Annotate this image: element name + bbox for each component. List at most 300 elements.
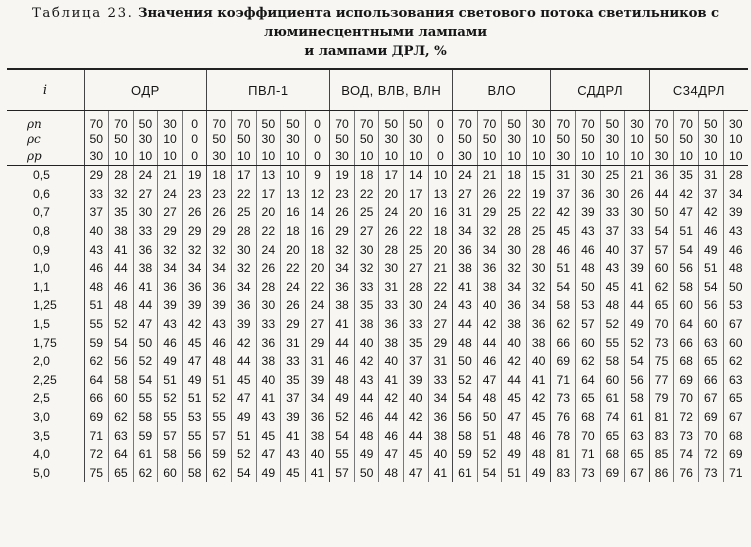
table-cell: 55	[600, 333, 625, 352]
table-cell: 36	[231, 296, 256, 315]
table-row	[7, 296, 748, 315]
table-cell: 43	[723, 222, 748, 241]
table-cell: 34	[723, 185, 748, 204]
reflectance-cell: 50	[207, 131, 232, 147]
table-cell: 60	[600, 371, 625, 390]
table-cell: 43	[256, 408, 281, 427]
table-cell: 50	[453, 352, 478, 371]
table-row	[7, 445, 748, 464]
table-cell: 50	[576, 278, 601, 297]
table-cell: 46	[576, 240, 601, 259]
table-cell: 39	[576, 203, 601, 222]
reflectance-row	[7, 131, 748, 147]
table-cell: 36	[379, 315, 404, 334]
table-cell: 47	[379, 445, 404, 464]
table-cell: 32	[207, 240, 232, 259]
table-cell: 16	[281, 203, 306, 222]
table-cell: 36	[453, 240, 478, 259]
table-cell: 65	[576, 389, 601, 408]
table-cell: 23	[330, 185, 355, 204]
table-cell: 32	[109, 185, 134, 204]
table-cell: 16	[305, 222, 330, 241]
table-cell: 48	[207, 352, 232, 371]
table-cell: 55	[330, 445, 355, 464]
table-cell: 56	[625, 371, 650, 390]
table-cell: 27	[133, 185, 158, 204]
table-cell: 35	[109, 203, 134, 222]
table-cell: 48	[526, 445, 551, 464]
reflectance-cell: 50	[576, 131, 601, 147]
table-cell: 18	[305, 240, 330, 259]
table-cell: 49	[158, 352, 183, 371]
table-cell: 40	[600, 240, 625, 259]
table-cell: 71	[84, 426, 109, 445]
table-cell: 22	[428, 278, 453, 297]
reflectance-cell: 50	[133, 111, 158, 132]
table-cell: 39	[158, 296, 183, 315]
table-cell: 38	[477, 278, 502, 297]
table-cell: 59	[207, 445, 232, 464]
reflectance-cell: 10	[723, 131, 748, 147]
table-cell: 61	[600, 389, 625, 408]
table-cell: 41	[526, 371, 551, 390]
reflectance-cell: 30	[84, 147, 109, 166]
table-cell: 52	[109, 315, 134, 334]
table-cell: 43	[600, 259, 625, 278]
table-cell: 71	[723, 464, 748, 483]
reflectance-cell: 0	[428, 131, 453, 147]
table-cell: 38	[330, 296, 355, 315]
table-cell: 68	[576, 408, 601, 427]
table-cell: 37	[84, 203, 109, 222]
table-cell: 58	[551, 296, 576, 315]
table-cell: 25	[502, 203, 527, 222]
reflectance-cell: 70	[231, 111, 256, 132]
table-cell: 36	[576, 185, 601, 204]
reflectance-cell: 30	[330, 147, 355, 166]
table-row	[7, 166, 748, 185]
table-cell: 61	[133, 445, 158, 464]
table-cell: 27	[158, 203, 183, 222]
table-cell: 19	[182, 166, 207, 185]
table-cell: 28	[526, 240, 551, 259]
table-cell: 45	[281, 464, 306, 483]
table-cell: 36	[207, 278, 232, 297]
table-cell: 46	[330, 352, 355, 371]
table-cell: 22	[502, 185, 527, 204]
table-cell: 72	[674, 408, 699, 427]
table-cell: 20	[305, 259, 330, 278]
table-cell: 46	[207, 333, 232, 352]
table-cell: 43	[576, 222, 601, 241]
table-cell: 72	[698, 445, 723, 464]
table-cell: 42	[698, 203, 723, 222]
table-title	[4, 4, 747, 61]
table-cell: 37	[404, 352, 429, 371]
table-row-label: 1,25	[33, 298, 57, 313]
table-cell: 46	[109, 278, 134, 297]
table-cell: 18	[281, 222, 306, 241]
table-cell: 40	[84, 222, 109, 241]
table-cell: 43	[354, 371, 379, 390]
table-cell: 57	[576, 315, 601, 334]
table-cell: 34	[207, 259, 232, 278]
table-row-label: 3,5	[33, 428, 50, 443]
table-cell: 27	[354, 222, 379, 241]
table-cell: 36	[305, 408, 330, 427]
table-cell: 33	[625, 222, 650, 241]
table-cell: 43	[207, 315, 232, 334]
table-cell: 49	[526, 464, 551, 483]
table-cell: 22	[354, 185, 379, 204]
table-cell: 33	[133, 222, 158, 241]
table-cell: 54	[133, 371, 158, 390]
table-cell: 25	[404, 240, 429, 259]
table-cell: 34	[453, 222, 478, 241]
reflectance-cell: 0	[428, 147, 453, 166]
table-cell: 30	[600, 185, 625, 204]
table-cell: 58	[453, 426, 478, 445]
table-row-label: 0,9	[33, 242, 50, 257]
table-cell: 41	[453, 278, 478, 297]
table-cell: 18	[502, 166, 527, 185]
reflectance-cell: 50	[600, 111, 625, 132]
table-cell: 33	[84, 185, 109, 204]
table-cell: 67	[723, 315, 748, 334]
table-cell: 81	[649, 408, 674, 427]
table-cell: 58	[158, 445, 183, 464]
table-cell: 34	[182, 259, 207, 278]
table-cell: 49	[231, 408, 256, 427]
reflectance-cell: 50	[404, 111, 429, 132]
reflectance-cell: 0	[182, 111, 207, 132]
table-cell: 25	[231, 203, 256, 222]
table-cell: 63	[625, 426, 650, 445]
table-cell: 22	[231, 185, 256, 204]
table-cell: 32	[502, 259, 527, 278]
table-cell: 54	[109, 333, 134, 352]
table-cell: 33	[600, 203, 625, 222]
table-cell: 69	[674, 371, 699, 390]
table-cell: 33	[428, 371, 453, 390]
table-cell: 41	[379, 371, 404, 390]
table-cell: 73	[649, 333, 674, 352]
table-cell: 46	[526, 426, 551, 445]
table-row	[7, 259, 748, 278]
table-cell: 55	[207, 408, 232, 427]
table-cell: 70	[674, 389, 699, 408]
table-cell: 30	[354, 240, 379, 259]
table-cell: 40	[477, 296, 502, 315]
table-cell: 66	[84, 389, 109, 408]
table-cell: 20	[428, 240, 453, 259]
table-cell: 23	[207, 185, 232, 204]
table-cell: 25	[354, 203, 379, 222]
table-cell: 20	[256, 203, 281, 222]
table-cell: 28	[723, 166, 748, 185]
table-cell: 62	[133, 464, 158, 483]
table-cell: 52	[330, 408, 355, 427]
table-cell: 55	[84, 315, 109, 334]
table-cell: 28	[256, 278, 281, 297]
table-row	[7, 203, 748, 222]
table-row	[7, 315, 748, 334]
table-cell: 47	[477, 371, 502, 390]
reflectance-cell: 70	[109, 111, 134, 132]
table-cell: 39	[625, 259, 650, 278]
table-cell: 44	[354, 389, 379, 408]
table-cell: 37	[698, 185, 723, 204]
table-cell: 26	[379, 222, 404, 241]
reflectance-cell: 10	[231, 147, 256, 166]
table-cell: 62	[109, 408, 134, 427]
table-cell: 37	[600, 222, 625, 241]
table-cell: 77	[649, 371, 674, 390]
reflectance-cell: 0	[305, 147, 330, 166]
table-cell: 51	[674, 222, 699, 241]
table-cell: 41	[281, 426, 306, 445]
table-cell: 13	[428, 185, 453, 204]
table-cell: 70	[698, 426, 723, 445]
table-cell: 76	[674, 464, 699, 483]
table-cell: 56	[674, 259, 699, 278]
table-cell: 31	[281, 333, 306, 352]
table-cell: 42	[354, 352, 379, 371]
table-cell: 52	[231, 445, 256, 464]
table-cell: 49	[354, 445, 379, 464]
table-cell: 48	[502, 426, 527, 445]
table-row-label: 1,5	[33, 317, 50, 332]
table-cell: 59	[133, 426, 158, 445]
table-cell: 52	[600, 315, 625, 334]
reflectance-cell: 10	[600, 147, 625, 166]
table-cell: 58	[674, 278, 699, 297]
table-row-label: 2,5	[33, 391, 50, 406]
table-cell: 65	[649, 296, 674, 315]
table-cell: 85	[649, 445, 674, 464]
reflectance-cell: 10	[502, 147, 527, 166]
table-cell: 38	[502, 315, 527, 334]
reflectance-cell: 10	[158, 131, 183, 147]
reflectance-cell: 50	[453, 131, 478, 147]
reflectance-cell: 50	[674, 131, 699, 147]
reflectance-cell: 30	[625, 111, 650, 132]
table-cell: 47	[133, 315, 158, 334]
table-cell: 67	[698, 389, 723, 408]
table-cell: 70	[649, 315, 674, 334]
table-cell: 79	[649, 389, 674, 408]
table-cell: 15	[526, 166, 551, 185]
table-cell: 76	[551, 408, 576, 427]
table-cell: 39	[231, 315, 256, 334]
table-cell: 12	[305, 185, 330, 204]
group-header: ОДР	[84, 69, 207, 111]
table-cell: 39	[182, 296, 207, 315]
table-cell: 49	[256, 464, 281, 483]
table-cell: 66	[698, 371, 723, 390]
table-cell: 44	[109, 259, 134, 278]
table-cell: 47	[502, 408, 527, 427]
table-cell: 49	[625, 315, 650, 334]
table-cell: 38	[428, 426, 453, 445]
table-cell: 34	[305, 389, 330, 408]
table-cell: 30	[502, 240, 527, 259]
table-cell: 50	[649, 203, 674, 222]
table-cell: 52	[625, 333, 650, 352]
reflectance-cell: 0	[182, 131, 207, 147]
table-cell: 39	[305, 371, 330, 390]
table-cell: 30	[379, 259, 404, 278]
table-cell: 36	[502, 296, 527, 315]
title-line-2: и лампами ДРЛ, %	[304, 44, 447, 59]
table-cell: 31	[453, 203, 478, 222]
reflectance-cell: 50	[698, 111, 723, 132]
table-cell: 46	[477, 352, 502, 371]
table-cell: 63	[698, 333, 723, 352]
table-cell: 68	[674, 352, 699, 371]
table-cell: 73	[674, 426, 699, 445]
table-cell: 48	[330, 371, 355, 390]
table-cell: 48	[723, 259, 748, 278]
table-cell: 62	[84, 352, 109, 371]
reflectance-cell: 0	[305, 131, 330, 147]
table-cell: 64	[109, 445, 134, 464]
table-cell: 44	[649, 185, 674, 204]
table-cell: 29	[84, 166, 109, 185]
table-cell: 29	[207, 222, 232, 241]
table-cell: 69	[698, 408, 723, 427]
table-cell: 49	[698, 240, 723, 259]
reflectance-cell: 10	[379, 147, 404, 166]
table-cell: 42	[551, 203, 576, 222]
table-cell: 45	[526, 408, 551, 427]
reflectance-cell: 10	[477, 147, 502, 166]
table-cell: 51	[502, 464, 527, 483]
table-cell: 36	[649, 166, 674, 185]
table-cell: 62	[649, 278, 674, 297]
table-cell: 30	[404, 296, 429, 315]
table-cell: 40	[354, 333, 379, 352]
table-cell: 51	[477, 426, 502, 445]
table-cell: 35	[674, 166, 699, 185]
table-cell: 24	[133, 166, 158, 185]
reflectance-cell: 10	[698, 147, 723, 166]
table-cell: 24	[428, 296, 453, 315]
table-cell: 30	[231, 240, 256, 259]
table-cell: 56	[182, 445, 207, 464]
table-cell: 19	[330, 166, 355, 185]
table-header-row	[7, 69, 748, 111]
table-cell: 35	[404, 333, 429, 352]
table-cell: 27	[404, 259, 429, 278]
table-cell: 17	[231, 166, 256, 185]
table-cell: 59	[84, 333, 109, 352]
reflectance-cell: 30	[502, 131, 527, 147]
table-cell: 25	[526, 222, 551, 241]
table-cell: 57	[649, 240, 674, 259]
table-cell: 19	[526, 185, 551, 204]
table-cell: 36	[428, 408, 453, 427]
reflectance-row	[7, 111, 748, 132]
table-cell: 25	[600, 166, 625, 185]
table-cell: 56	[698, 296, 723, 315]
table-cell: 36	[182, 278, 207, 297]
table-cell: 28	[404, 278, 429, 297]
table-cell: 18	[354, 166, 379, 185]
table-cell: 24	[453, 166, 478, 185]
table-cell: 36	[330, 278, 355, 297]
table-cell: 45	[600, 278, 625, 297]
table-cell: 26	[281, 296, 306, 315]
table-cell: 52	[207, 389, 232, 408]
table-cell: 35	[281, 371, 306, 390]
table-row-label: 1,0	[33, 261, 50, 276]
table-cell: 50	[354, 464, 379, 483]
table-cell: 48	[600, 296, 625, 315]
table-cell: 69	[600, 464, 625, 483]
table-cell: 70	[576, 426, 601, 445]
table-cell: 68	[723, 426, 748, 445]
reflectance-cell: 30	[256, 131, 281, 147]
table-cell: 48	[109, 296, 134, 315]
table-cell: 29	[158, 222, 183, 241]
reflectance-cell: 50	[379, 111, 404, 132]
table-cell: 34	[526, 296, 551, 315]
table-cell: 57	[158, 426, 183, 445]
reflectance-row-label: ρп	[27, 117, 42, 131]
table-cell: 46	[551, 240, 576, 259]
table-row-label: 0,7	[33, 205, 50, 220]
table-cell: 18	[207, 166, 232, 185]
table-cell: 51	[84, 296, 109, 315]
table-cell: 58	[109, 371, 134, 390]
table-cell: 68	[600, 445, 625, 464]
table-cell: 30	[133, 203, 158, 222]
table-cell: 50	[133, 333, 158, 352]
table-cell: 38	[526, 333, 551, 352]
table-cell: 45	[551, 222, 576, 241]
table-cell: 65	[698, 352, 723, 371]
table-cell: 66	[674, 333, 699, 352]
table-cell: 47	[256, 445, 281, 464]
table-cell: 48	[379, 464, 404, 483]
table-cell: 66	[551, 333, 576, 352]
table-cell: 10	[428, 166, 453, 185]
table-cell: 40	[404, 389, 429, 408]
table-cell: 56	[453, 408, 478, 427]
table-cell: 38	[305, 426, 330, 445]
table-cell: 47	[231, 389, 256, 408]
table-cell: 51	[698, 259, 723, 278]
table-cell: 31	[428, 352, 453, 371]
table-cell: 44	[330, 333, 355, 352]
reflectance-cell: 70	[477, 111, 502, 132]
reflectance-cell: 30	[281, 131, 306, 147]
reflectance-cell: 50	[477, 131, 502, 147]
table-cell: 65	[109, 464, 134, 483]
table-cell: 75	[84, 464, 109, 483]
table-cell: 28	[379, 240, 404, 259]
reflectance-cell: 50	[551, 131, 576, 147]
table-cell: 55	[182, 426, 207, 445]
table-cell: 30	[625, 203, 650, 222]
table-cell: 64	[576, 371, 601, 390]
table-cell: 43	[84, 240, 109, 259]
table-cell: 45	[182, 333, 207, 352]
reflectance-cell: 50	[84, 131, 109, 147]
table-cell: 65	[723, 389, 748, 408]
reflectance-cell: 70	[453, 111, 478, 132]
